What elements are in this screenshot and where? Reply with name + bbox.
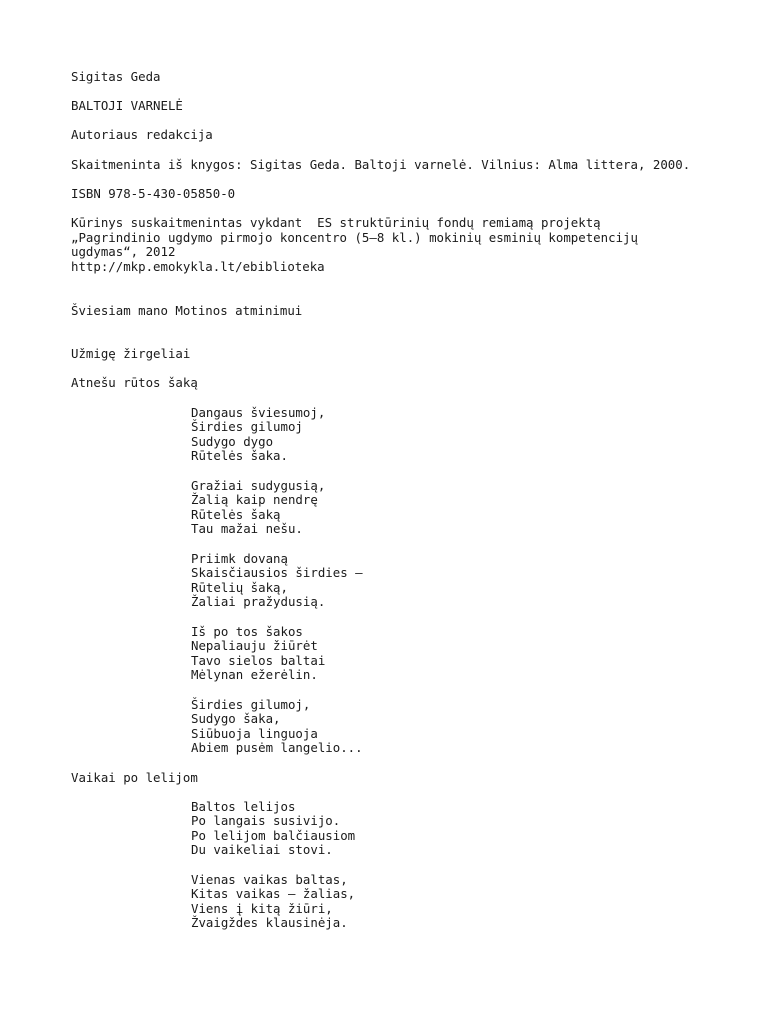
poem-body	[191, 406, 751, 756]
verse-line: Tau mažai nešu.	[191, 521, 303, 537]
project-line: „Pagrindinio ugdymo pirmojo koncentro (5–8 kl.) mokinių esminių kompetencijų	[71, 229, 638, 245]
document-page	[71, 70, 751, 931]
verse-line: Žalią kaip nendrę	[191, 492, 318, 508]
verse-line: Kitas vaikas – žalias,	[191, 886, 356, 902]
project-url: http://mkp.emokykla.lt/ebiblioteka	[71, 258, 325, 274]
verse-line: Rūtelės šaka.	[191, 448, 288, 464]
verse-line: Tavo sielos baltai	[191, 652, 326, 668]
verse-line: Žaliai pražydusią.	[191, 594, 326, 610]
source-note: Skaitmeninta iš knygos: Sigitas Geda. Baltoji varnelė. Vilnius: Alma littera, 2000.	[71, 156, 691, 172]
verse-line: Po lelijom balčiausiom	[191, 827, 356, 843]
project-line: ugdymas“, 2012	[71, 244, 176, 260]
verse-line: Baltos lelijos	[191, 798, 296, 814]
verse-line: Iš po tos šakos	[191, 623, 303, 639]
poem-body	[191, 800, 751, 931]
verse-line: Dangaus šviesumoj,	[191, 404, 326, 420]
section-title: Užmigę žirgeliai	[71, 346, 191, 362]
verse-line: Širdies gilumoj,	[191, 696, 311, 712]
verse-line: Priimk dovaną	[191, 550, 288, 566]
dedication: Šviesiam mano Motinos atminimui	[71, 302, 303, 318]
verse-line: Rūtelės šaką	[191, 506, 281, 522]
project-line: Kūrinys suskaitmenintas vykdant ES struktūrinių fondų remiamą projektą	[71, 214, 601, 230]
verse-line: Širdies gilumoj	[191, 419, 303, 435]
verse-line: Sudygo šaka,	[191, 711, 281, 727]
poem-title: Atnešu rūtos šaką	[71, 375, 198, 391]
book-title: BALTOJI VARNELĖ	[71, 98, 183, 114]
isbn: ISBN 978-5-430-05850-0	[71, 185, 236, 201]
verse-line: Vienas vaikas baltas,	[191, 871, 348, 887]
verse-line: Gražiai sudygusią,	[191, 477, 326, 493]
verse-line: Abiem pusėm langelio...	[191, 740, 363, 756]
edition-note: Autoriaus redakcija	[71, 127, 213, 143]
verse-line: Viens į kitą žiūri,	[191, 900, 333, 916]
verse-line: Sudygo dygo	[191, 433, 274, 449]
verse-line: Siūbuoja linguoja	[191, 725, 318, 741]
verse-line: Po langais susivijo.	[191, 813, 341, 829]
verse-line: Du vaikeliai stovi.	[191, 842, 333, 858]
verse-line: Žvaigždes klausinėja.	[191, 915, 348, 931]
verse-line: Mėlynan ežerėlin.	[191, 667, 318, 683]
verse-line: Nepaliauju žiūrėt	[191, 638, 318, 654]
verse-line: Rūtelių šaką,	[191, 579, 288, 595]
verse-line: Skaisčiausios širdies –	[191, 565, 363, 581]
author-name: Sigitas Geda	[71, 69, 161, 84]
poem-title: Vaikai po lelijom	[71, 769, 198, 785]
